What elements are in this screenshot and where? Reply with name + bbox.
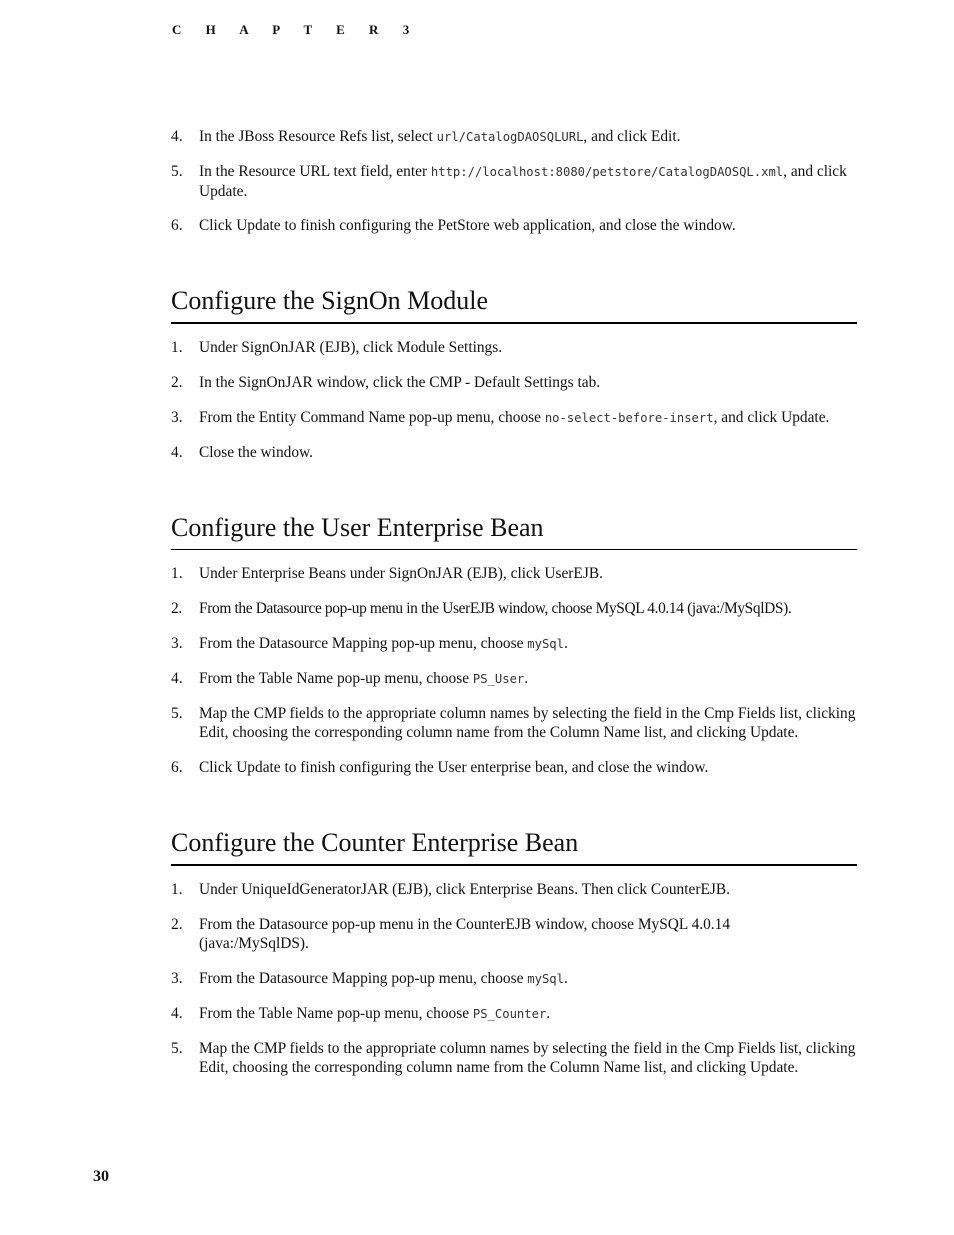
step-text: From the Datasource pop-up menu in the UserEJB window, choose MySQL 4.0.14 (java:/MySqlDS). bbox=[199, 600, 792, 617]
page-number: 30 bbox=[93, 1168, 109, 1185]
step-number: 2. bbox=[171, 374, 183, 391]
step-number: 4. bbox=[171, 1005, 183, 1022]
step-text: From the Entity Command Name pop-up menu, choose bbox=[199, 409, 545, 426]
step-text: Map the CMP fields to the appropriate column names by selecting the field in the Cmp Fields list, clicking Edit, choosing the corresponding column name from the Column Name list, and clicking Update. bbox=[199, 705, 856, 741]
code-literal: mySql bbox=[527, 972, 564, 986]
step-text-after: , and click Update. bbox=[199, 163, 847, 200]
step-text: From the Datasource pop-up menu in the CounterEJB window, choose MySQL 4.0.14 (java:/MySqlDS). bbox=[199, 916, 731, 952]
section-user-bean bbox=[171, 513, 857, 778]
step-text-after: . bbox=[563, 970, 568, 987]
step-number: 5. bbox=[171, 705, 183, 722]
step-item bbox=[171, 880, 857, 900]
step-number: 3. bbox=[171, 635, 183, 652]
step-text: Under UniqueIdGeneratorJAR (EJB), click Enterprise Beans. Then click CounterEJB. bbox=[199, 881, 730, 898]
code-literal: PS_Counter bbox=[472, 1007, 547, 1021]
step-text-after: . bbox=[546, 1005, 551, 1022]
step-item bbox=[171, 443, 857, 463]
step-text-after: . bbox=[524, 670, 529, 687]
page-content bbox=[171, 127, 857, 1093]
step-item bbox=[171, 1039, 857, 1078]
step-text: From the Datasource Mapping pop-up menu, choose bbox=[199, 970, 528, 987]
section-steps bbox=[171, 880, 857, 1078]
step-number: 5. bbox=[171, 1040, 183, 1057]
chapter-header: C H A P T E R 3 bbox=[172, 22, 420, 37]
code-literal: http://localhost:8080/petstore/CatalogDAOSQL.xml bbox=[430, 165, 784, 179]
step-item bbox=[171, 634, 857, 654]
section-steps bbox=[171, 338, 857, 463]
step-text: From the Datasource Mapping pop-up menu, choose bbox=[199, 635, 528, 652]
step-item bbox=[171, 1004, 857, 1024]
step-number: 2. bbox=[171, 600, 182, 617]
step-item bbox=[171, 564, 857, 584]
step-text: Under SignOnJAR (EJB), click Module Settings. bbox=[199, 339, 503, 356]
section-title: Configure the User Enterprise Bean bbox=[171, 513, 857, 550]
step-text: In the JBoss Resource Refs list, select bbox=[199, 128, 437, 145]
step-text: In the Resource URL text field, enter bbox=[199, 163, 431, 180]
step-number: 1. bbox=[171, 881, 183, 898]
step-text-after: . bbox=[563, 635, 568, 652]
code-literal: url/CatalogDAOSQLURL bbox=[436, 130, 584, 144]
step-number: 5. bbox=[171, 163, 183, 180]
step-text: Click Update to finish configuring the PetStore web application, and close the window. bbox=[199, 217, 736, 234]
step-number: 1. bbox=[171, 339, 183, 356]
step-text: Close the window. bbox=[199, 444, 313, 461]
intro-steps bbox=[171, 127, 857, 236]
step-number: 4. bbox=[171, 128, 183, 145]
code-literal: mySql bbox=[527, 637, 564, 651]
step-item bbox=[171, 969, 857, 989]
section-title: Configure the SignOn Module bbox=[171, 286, 857, 324]
step-number: 6. bbox=[171, 217, 183, 234]
step-item bbox=[171, 915, 857, 954]
step-number: 1. bbox=[171, 565, 183, 582]
step-item bbox=[171, 127, 857, 147]
step-number: 6. bbox=[171, 759, 183, 776]
step-text: Map the CMP fields to the appropriate column names by selecting the field in the Cmp Fields list, clicking Edit, choosing the corresponding column name from the Column Name list, and clicking Update. bbox=[199, 1040, 856, 1076]
step-text-after: , and click Update. bbox=[713, 409, 830, 426]
step-number: 4. bbox=[171, 670, 183, 687]
step-item bbox=[171, 704, 857, 743]
step-item bbox=[171, 373, 857, 393]
step-text-after: , and click Edit. bbox=[583, 128, 681, 145]
section-steps bbox=[171, 564, 857, 778]
step-text: From the Table Name pop-up menu, choose bbox=[199, 670, 473, 687]
step-text: In the SignOnJAR window, click the CMP - Default Settings tab. bbox=[199, 374, 601, 391]
section-title: Configure the Counter Enterprise Bean bbox=[171, 828, 857, 866]
step-number: 3. bbox=[171, 409, 183, 426]
step-item bbox=[171, 599, 857, 619]
step-text: From the Table Name pop-up menu, choose bbox=[199, 1005, 473, 1022]
step-number: 3. bbox=[171, 970, 183, 987]
step-item bbox=[171, 216, 857, 236]
step-number: 2. bbox=[171, 916, 183, 933]
step-text: Click Update to finish configuring the User enterprise bean, and close the window. bbox=[199, 759, 709, 776]
step-item bbox=[171, 408, 857, 428]
step-text: Under Enterprise Beans under SignOnJAR (EJB), click UserEJB. bbox=[199, 565, 603, 582]
section-counter-bean bbox=[171, 828, 857, 1078]
section-signon-module bbox=[171, 286, 857, 463]
step-item bbox=[171, 758, 857, 778]
code-literal: no-select-before-insert bbox=[544, 411, 714, 425]
step-number: 4. bbox=[171, 444, 183, 461]
step-item bbox=[171, 669, 857, 689]
step-item bbox=[171, 338, 857, 358]
step-item bbox=[171, 162, 857, 201]
code-literal: PS_User bbox=[472, 672, 525, 686]
